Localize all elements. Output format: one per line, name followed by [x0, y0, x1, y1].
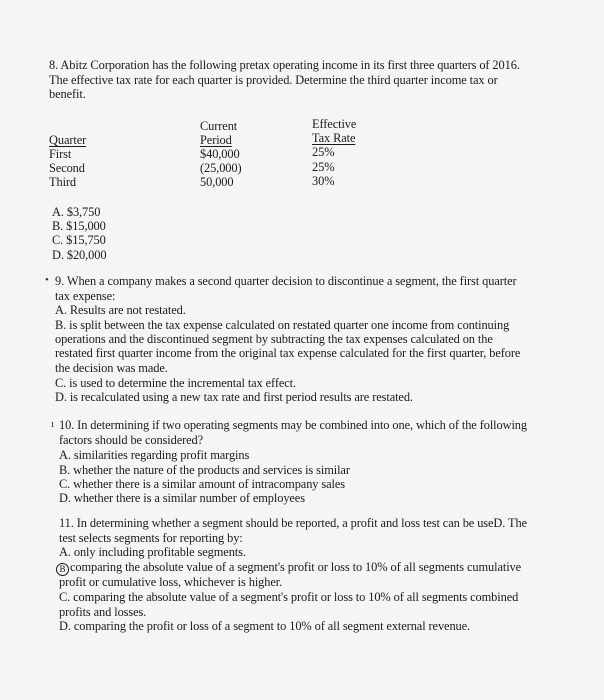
table-header-period: Period	[200, 133, 232, 147]
q11-option-c-line-1: C. comparing the absolute value of a segment's profit or loss to 10% of all segments combined	[59, 590, 519, 604]
q9-option-b-line-4: the decision was made.	[55, 361, 168, 375]
q9-option-b-line-2: operations and the discontinued segment by subtracting the tax expenses calculated on the	[55, 332, 493, 346]
table-row-third-rate: 30%	[312, 174, 335, 188]
table-header-quarter: Quarter	[49, 133, 87, 147]
q10-line-2: factors should be considered?	[59, 433, 204, 447]
q9-option-b-line-3: restated first quarter income from the original tax expense calculated for the first quarter, before	[55, 346, 521, 360]
q10-option-c: C. whether there is a similar amount of intracompany sales	[59, 477, 345, 491]
table-header-tax-rate: Tax Rate	[312, 131, 356, 145]
table-row-first-quarter: First	[49, 147, 72, 161]
q11-option-d: D. comparing the profit or loss of a segment to 10% of all segment external revenue.	[59, 619, 471, 633]
q8-line-3: benefit.	[49, 87, 86, 101]
table-row-second-quarter: Second	[49, 161, 85, 175]
q10-option-b: B. whether the nature of the products and services is similar	[59, 463, 350, 477]
q9-option-a: A. Results are not restated.	[55, 303, 186, 317]
q8-option-d: D. $20,000	[52, 248, 107, 262]
pen-mark-icon: ı	[51, 418, 55, 430]
table-header-effective: Effective	[312, 117, 357, 131]
q8-option-c: C. $15,750	[52, 233, 106, 247]
q10-line-1: 10. In determining if two operating segments may be combined into one, which of the following	[59, 418, 527, 432]
q8-line-2: The effective tax rate for each quarter is provided. Determine the third quarter income tax or	[49, 73, 498, 87]
table-row-third-quarter: Third	[49, 175, 77, 189]
q8-option-b: B. $15,000	[52, 219, 106, 233]
table-row-second-income: (25,000)	[200, 161, 242, 175]
q11-option-b-text: comparing the absolute value of a segment's profit or loss to 10% of all segments cumulative	[70, 560, 522, 574]
q8-option-a: A. $3,750	[52, 205, 101, 219]
table-row-first-rate: 25%	[312, 145, 335, 159]
q10-option-a: A. similarities regarding profit margins	[59, 448, 250, 462]
q9-line-2: tax expense:	[55, 289, 116, 303]
q9-option-d: D. is recalculated using a new tax rate and first period results are restated.	[55, 390, 413, 404]
q11-option-a: A. only including profitable segments.	[59, 545, 246, 559]
q9-option-c: C. is used to determine the incremental tax effect.	[55, 376, 297, 390]
q11-option-b-line-2: profit or cumulative loss, whichever is higher.	[59, 575, 283, 589]
table-row-second-rate: 25%	[312, 160, 335, 174]
q9-line-1: 9. When a company makes a second quarter decision to discontinue a segment, the first quarter	[55, 274, 517, 288]
q9-option-b-line-1: B. is split between the tax expense calculated on restated quarter one income from continuing	[55, 318, 510, 332]
q11-option-b-line-1	[56, 560, 521, 576]
q8-line-1: 8. Abitz Corporation has the following pretax operating income in its first three quarters of 2016.	[49, 58, 520, 72]
table-row-first-income: $40,000	[200, 147, 240, 161]
table-row-third-income: 50,000	[200, 175, 234, 189]
q11-line-1: 11. In determining whether a segment should be reported, a profit and loss test can be useD. The	[59, 516, 527, 530]
circled-answer-mark: B	[56, 563, 69, 576]
q11-line-2: test selects segments for reporting by:	[59, 531, 243, 545]
q10-option-d: D. whether there is a similar number of employees	[59, 491, 305, 505]
q11-option-c-line-2: profits and losses.	[59, 605, 147, 619]
bullet-mark-icon: •	[45, 274, 49, 286]
table-header-current: Current	[200, 119, 238, 133]
